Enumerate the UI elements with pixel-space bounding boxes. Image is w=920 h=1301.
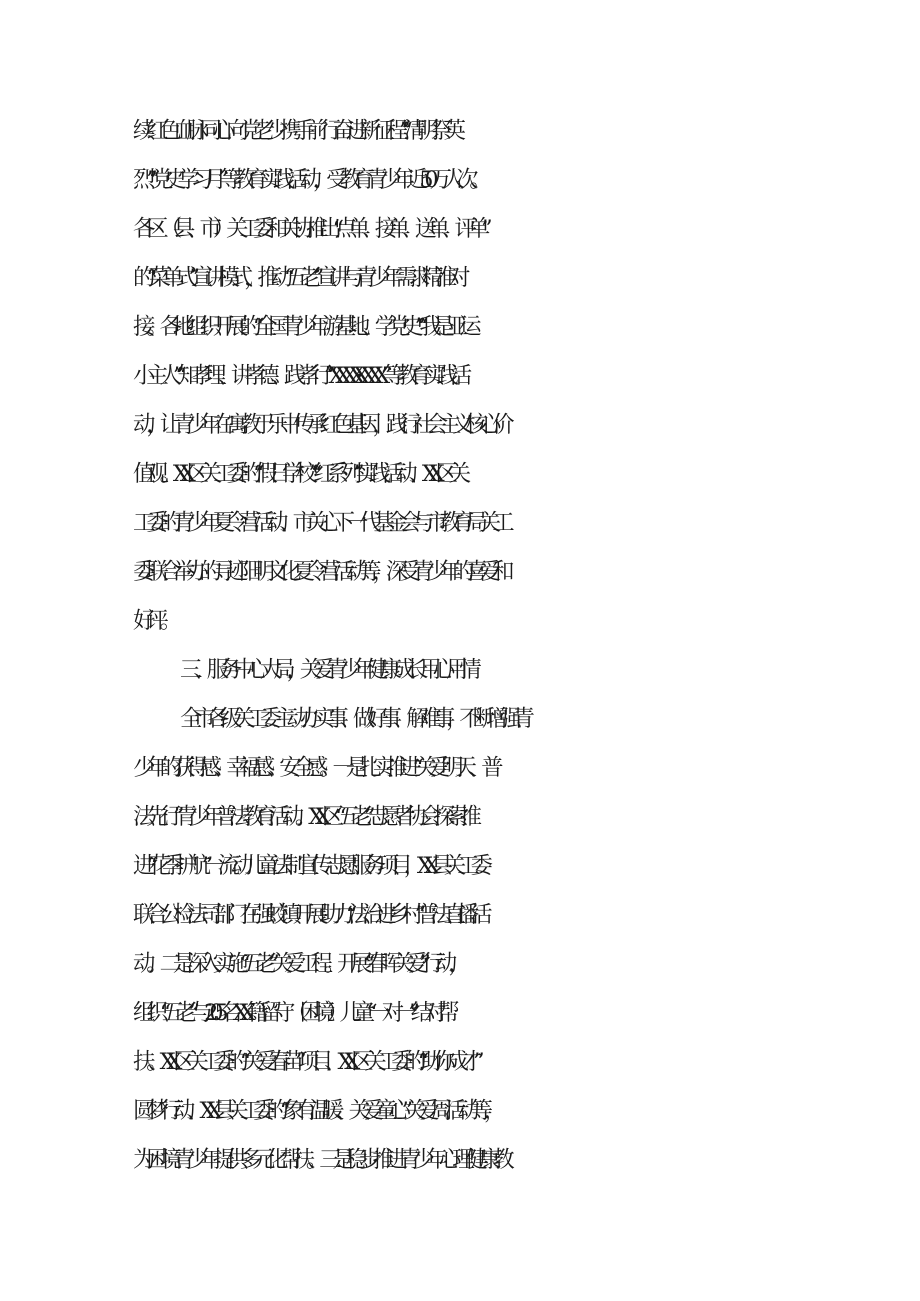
text-line: 烈”“党史学习月”等教育实践活动，受教育青少年近50万人次。 [133,167,483,193]
text-line: 接。各地组织开展的“全国青少年游基地、学党史”“我是亚运 [133,314,473,340]
text-line: 少年的获得感、幸福感、安全感。一是扎实推进“关爱明天、普 [133,755,495,781]
text-line: 联合公检法司部门在强蛟镇开展助力“法治进乡村”普法直播活 [133,902,484,928]
section-heading: 三、服务中心大局，关爱青少年健康成长用心用情 [180,657,473,683]
text-line: 动，让青少年在寓教于乐中传承红色基因，践行社会主义核心价 [133,412,506,438]
text-line: 的“菜单式”宣讲模式，推动“五老”宣讲与青少年需求精准对 [133,265,462,291]
text-line: 各区（县、市）关工委和关协推出“点单、接单、送单、评单” [133,216,484,242]
text-line: 续红色血脉同心向党老少携手前行奋进新征程”“清明祭英 [133,118,457,144]
text-line: 全市各级关工委主动办实事、做好事、解难事，不断增强青 [180,706,526,732]
text-line: 小主人”“知孝理、讲孝德、践孝行”“XXXX·XXXX”等教育实践活 [133,363,464,389]
text-line: 法先行”青少年普法教育活动。XX区“五老”志愿者协会探索推 [133,804,473,830]
text-line: 为困境青少年提供多元化帮扶。三是稳步推进青少年心理健康教 [133,1147,506,1173]
text-line: 工委的青少年夏令营活动、市关心下一代基金会与市教育局关工 [133,510,506,536]
text-line: 委联合举办的寻迹阳明文化夏令营活动等，深受青少年的喜爱和 [133,559,506,585]
text-line: 进“花季护航”一流动儿童法制宣传志愿服务项目，XX县关工委 [133,853,484,879]
text-line: 动。二是深入实施“五老”关爱工程。开展“春晖关爱”行动， [133,951,462,977]
text-line: 扶。XX区关工委的“关爱春苗”项目、XX区关工委的“助你成才” [133,1049,476,1075]
text-line: 值观。XX区关工委的“假日学校”“红系列”实践活动、XX区关 [133,461,463,487]
text-line: 好评。 [133,608,173,634]
text-line: 组织“五老”与205名XX籍留守（困境）儿童“一对一”结对帮 [133,1000,451,1026]
text-line: 圆梦行动、XX县关工委的“象有温暖、关爱童心”关爱周活动等， [133,1098,498,1124]
